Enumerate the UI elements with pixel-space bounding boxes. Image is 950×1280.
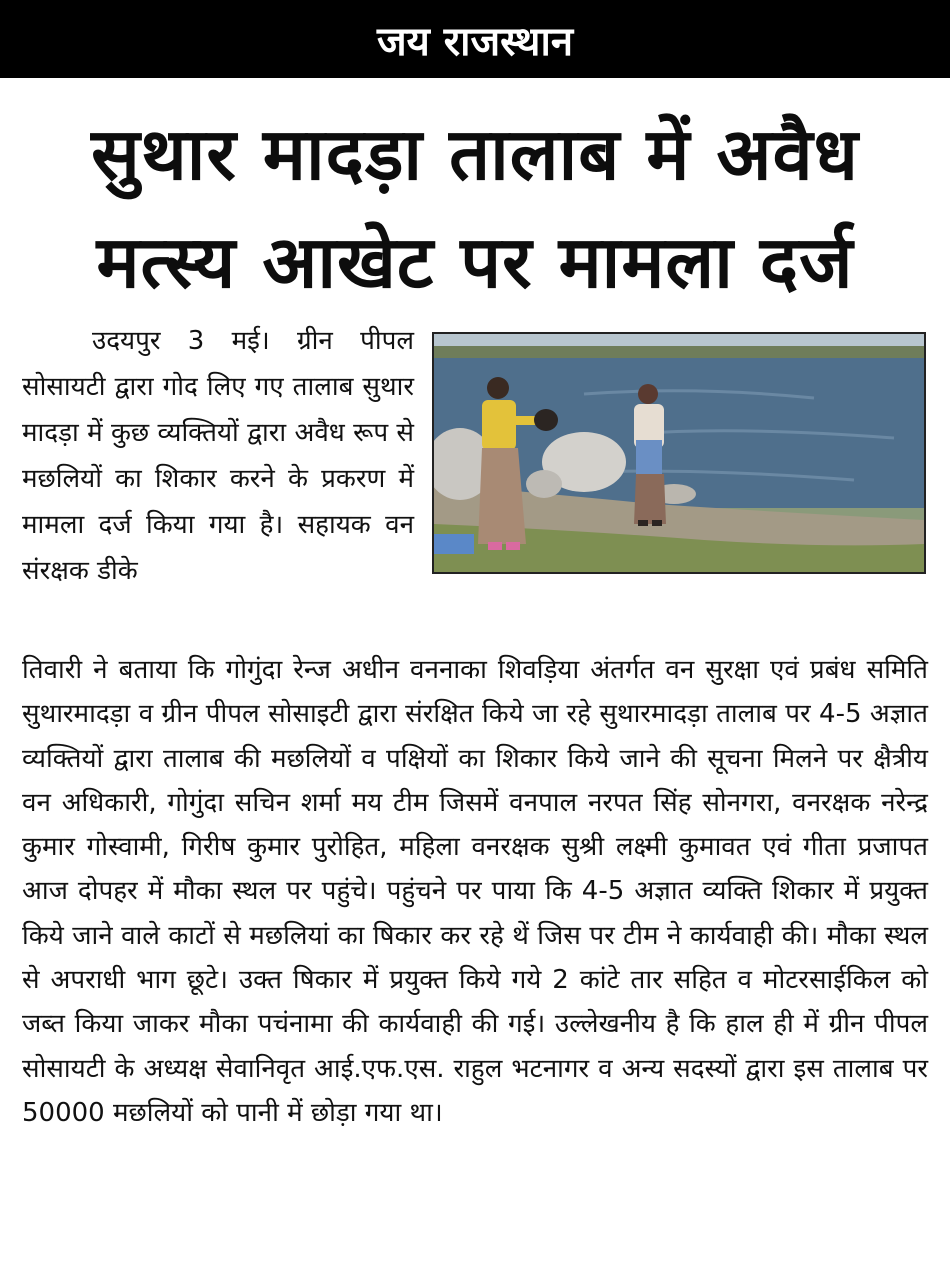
- headline-line-2: मत्स्य आखेट पर मामला दर्ज: [96, 220, 854, 304]
- masthead: [0, 0, 950, 78]
- far-shore: [434, 346, 924, 360]
- article-body-paragraph: तिवारी ने बताया कि गोगुंदा रेन्ज अधीन वननाका शिवड़िया अंतर्गत वन सुरक्षा एवं प्रबंध समिति सुथारमादड़ा व ग्रीन पीपल सोसाइटी द्वारा संरक्षित किये जा रहे सुथारमादड़ा तालाब पर 4-5 अज्ञात व्यक्तियों द्वारा तालाब की मछलियों व पक्षियों का शिकार किये जाने की सूचना मिलने पर क्षैत्रीय वन अधिकारी, गोगुंदा सचिन शर्मा मय टीम जिसमें वनपाल नरपत सिंह सोनगरा, वनरक्षक नरेन्द्र कुमार गोस्वामी, गिरीष कुमार पुरोहित, महिला वनरक्षक सुश्री लक्ष्मी कुमावत एवं गीता प्रजापत आज दोपहर में मौका स्थल पर पहुंचे। पहुंचने पर पाया कि 4-5 अज्ञात व्यक्ति शिकार में प्रयुक्त किये जाने वाले काटों से मछलियां का षिकार कर रहे थें जिस पर टीम ने कार्यवाही की। मौका स्थल से अपराधी भाग छूटे। उक्त षिकार में प्रयुक्त किये गये 2 कांटे तार सहित व मोटरसाईकिल को जब्त किया जाकर मौका पचंनामा की कार्यवाही की गई। उल्लेखनीय है कि हाल ही में ग्रीन पीपल सोसायटी के अध्यक्ष सेवानिवृत आई.एफ.एस. राहुल भटनागर व अन्य सदस्यों द्वारा इस तालाब पर 50000 मछलियों को पानी में छोड़ा गया था।: [22, 655, 928, 1128]
- woman-in-light-clothes: [634, 384, 666, 526]
- news-photo: [432, 332, 926, 574]
- blue-cloth: [434, 534, 474, 554]
- masthead-title: जय राजस्थान: [376, 18, 574, 65]
- rock-small: [526, 470, 562, 498]
- headline-line-1: सुथार मादड़ा तालाब में अवैध: [91, 112, 859, 196]
- article-lead-paragraph: उदयपुर 3 मई। ग्रीन पीपल सोसायटी द्वारा गोद लिए गए तालाब सुथार मादड़ा में कुछ व्यक्तियों द्वारा अवैध रूप से मछलियों का शिकार करने के प्रकरण में मामला दर्ज किया गया है। सहायक वन संरक्षक डीके: [22, 326, 414, 586]
- pond-scene-illustration: [434, 334, 924, 572]
